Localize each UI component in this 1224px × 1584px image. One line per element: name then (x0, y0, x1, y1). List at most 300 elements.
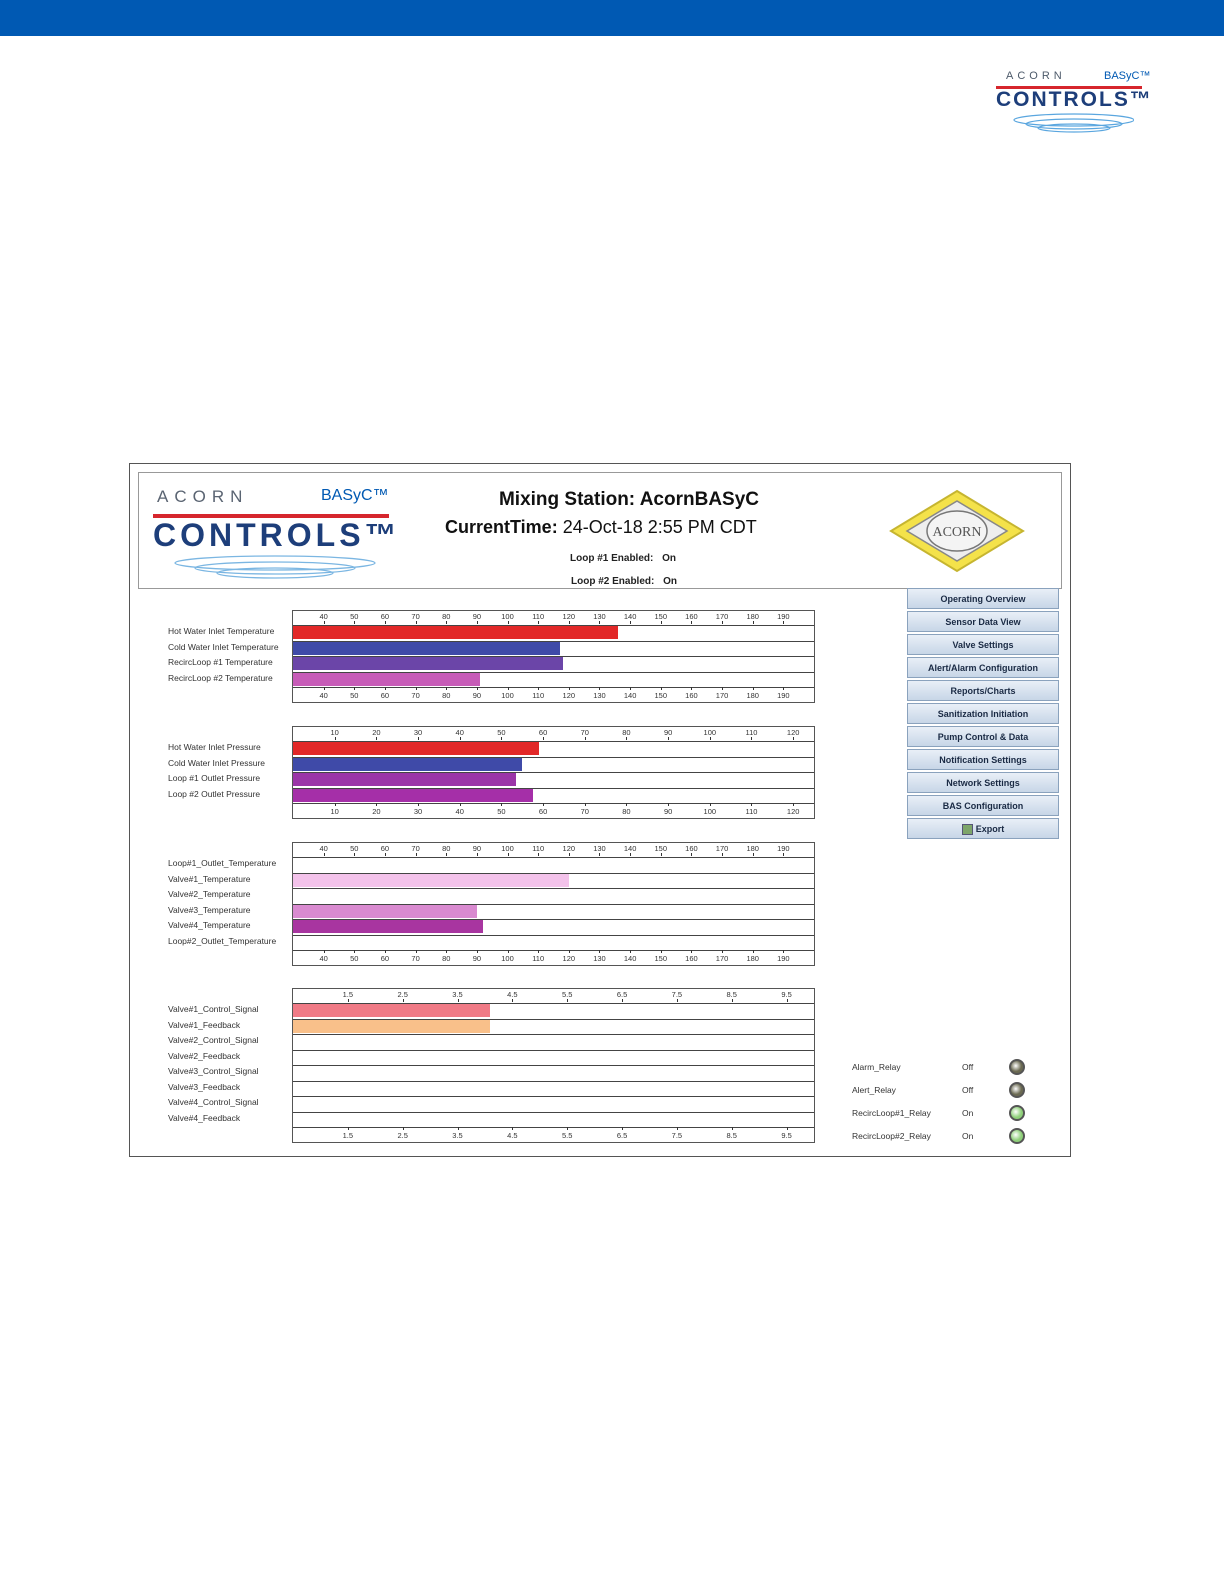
tick-mark (512, 1127, 513, 1130)
bar-label: Valve#3_Control_Signal (168, 1066, 259, 1076)
tick-mark (416, 950, 417, 953)
tick-mark (569, 687, 570, 690)
tick-mark (354, 621, 355, 624)
tick-label: 70 (580, 807, 589, 816)
tick-label: 60 (380, 954, 390, 963)
chart-scale-top (293, 611, 814, 625)
bar-fill (293, 905, 477, 918)
tick-label: 60 (538, 807, 548, 816)
tick-mark (787, 1127, 788, 1130)
export-icon (962, 824, 973, 835)
tick-mark (691, 853, 692, 856)
tick-label: 140 (623, 954, 637, 963)
tick-label: 160 (685, 612, 698, 621)
nav-button-sanitization-initiation[interactable] (907, 703, 1059, 724)
logo-ripple-icon (1004, 112, 1134, 136)
tick-label: 9.5 (781, 1131, 792, 1140)
chart-scale-top (293, 989, 814, 1003)
tick-mark (710, 803, 711, 806)
tick-label: 130 (593, 691, 606, 700)
nav-button-label: Operating Overview (940, 594, 1026, 604)
tick-mark (691, 621, 692, 624)
nav-button-label: Reports/Charts (950, 686, 1016, 696)
tick-mark (722, 950, 723, 953)
tick-mark (376, 803, 377, 806)
current-time (445, 517, 757, 538)
relay-label: Alarm_Relay (852, 1062, 901, 1072)
tick-mark (751, 803, 752, 806)
tick-label: 4.5 (507, 990, 518, 999)
tick-mark (376, 737, 377, 740)
tick-label: 2.5 (397, 990, 408, 999)
logo-basyc-text: BASyC™ (1104, 70, 1151, 82)
tick-mark (722, 621, 723, 624)
tick-mark (508, 853, 509, 856)
bar-label: Cold Water Inlet Pressure (168, 757, 265, 768)
tick-label: 190 (777, 691, 790, 700)
tick-mark (543, 803, 544, 806)
nav-button-notification-settings[interactable] (907, 749, 1059, 770)
bar-row (293, 1050, 814, 1064)
nav-button-export[interactable] (907, 818, 1059, 839)
tick-label: 7.5 (671, 1131, 683, 1140)
tick-mark (787, 999, 788, 1002)
tick-mark (567, 999, 568, 1002)
bar-fill (293, 920, 483, 933)
tick-label: 100 (501, 844, 514, 853)
relay-state: On (962, 1108, 974, 1118)
tick-mark (626, 737, 627, 740)
tick-mark (753, 621, 754, 624)
tick-mark (477, 621, 478, 624)
chart-scale-bottom (293, 687, 814, 701)
tick-label: 10 (330, 728, 339, 737)
nav-button-label: Pump Control & Data (937, 732, 1029, 742)
bar-label: Cold Water Inlet Temperature (168, 641, 279, 652)
relay-indicator-icon (1009, 1082, 1025, 1098)
bar-row (293, 641, 814, 655)
tick-label: 90 (472, 691, 482, 700)
tick-mark (354, 950, 355, 953)
tick-label: 130 (593, 954, 606, 963)
tick-mark (599, 950, 600, 953)
bar-chart-2 (292, 726, 815, 819)
tick-mark (446, 621, 447, 624)
tick-mark (403, 1127, 404, 1130)
tick-label: 150 (654, 612, 668, 621)
tick-label: 80 (442, 691, 451, 700)
bar-label: Valve#4_Control_Signal (168, 1097, 259, 1107)
tick-label: 110 (532, 612, 545, 621)
tick-mark (543, 737, 544, 740)
tick-mark (508, 950, 509, 953)
tick-mark (324, 853, 325, 856)
tick-mark (403, 999, 404, 1002)
nav-button-label: Export (975, 824, 1005, 834)
logo-acorn-text: ACORN (1006, 70, 1066, 82)
tick-mark (538, 687, 539, 690)
tick-label: 50 (497, 728, 506, 737)
tick-mark (630, 853, 631, 856)
bar-label: Valve#4_Feedback (168, 1112, 241, 1123)
nav-button-valve-settings[interactable] (907, 634, 1059, 655)
tick-label: 40 (455, 728, 464, 737)
tick-mark (335, 737, 336, 740)
tick-mark (783, 687, 784, 690)
relay-indicator-icon (1009, 1105, 1025, 1121)
tick-mark (477, 853, 478, 856)
tick-mark (324, 687, 325, 690)
tick-mark (783, 621, 784, 624)
tick-label: 20 (372, 807, 381, 816)
tick-mark (460, 737, 461, 740)
tick-label: 110 (532, 844, 545, 853)
tick-label: 50 (350, 691, 359, 700)
acorn-emblem-icon (889, 489, 1025, 573)
bar-row (293, 1034, 814, 1048)
tick-mark (385, 687, 386, 690)
tick-label: 180 (746, 844, 759, 853)
tick-label: 80 (622, 807, 631, 816)
header-ripple-icon (165, 555, 385, 581)
tick-label: 50 (497, 807, 506, 816)
tick-label: 140 (623, 612, 637, 621)
tick-label: 10 (330, 807, 339, 816)
bar-fill (293, 673, 480, 686)
tick-label: 40 (319, 954, 328, 963)
tick-mark (354, 853, 355, 856)
tick-label: 140 (623, 844, 637, 853)
tick-label: 90 (663, 728, 673, 737)
nav-button-network-settings[interactable] (907, 772, 1059, 793)
station-title: Mixing Station: AcornBASyC (498, 489, 760, 510)
chart-scale-bottom (293, 1127, 814, 1141)
tick-mark (677, 999, 678, 1002)
bar-label: Loop#2_Outlet_Temperature (168, 935, 277, 946)
tick-mark (630, 621, 631, 624)
bar-row (293, 656, 814, 670)
tick-mark (446, 950, 447, 953)
tick-label: 1.5 (342, 990, 354, 999)
loop1-status (570, 553, 676, 564)
bar-row (293, 873, 814, 887)
relay-indicator-icon (1009, 1128, 1025, 1144)
hmi-screenshot (129, 463, 1071, 1157)
nav-button-sensor-data-view[interactable] (907, 611, 1059, 632)
relay-state: On (962, 1131, 974, 1141)
tick-label: 160 (685, 954, 698, 963)
tick-mark (324, 621, 325, 624)
bar-chart-1 (292, 610, 815, 703)
bar-label: RecircLoop #2 Temperature (168, 672, 273, 683)
loop2-value: On (663, 576, 678, 587)
tick-mark (446, 853, 447, 856)
emblem-text: ACORN (932, 525, 982, 540)
current-time-label: CurrentTime: (445, 517, 558, 537)
tick-label: 40 (319, 691, 328, 700)
tick-mark (668, 803, 669, 806)
header-logo (153, 481, 401, 581)
tick-mark (385, 950, 386, 953)
tick-mark (348, 999, 349, 1002)
tick-label: 40 (319, 844, 328, 853)
bar-row (293, 888, 814, 902)
tick-label: 8.5 (726, 1131, 737, 1140)
nav-button-bas-configuration[interactable] (907, 795, 1059, 816)
chart-scale-bottom (293, 950, 814, 964)
hmi-header (138, 472, 1062, 589)
tick-mark (385, 853, 386, 856)
tick-mark (793, 803, 794, 806)
bar-row (293, 1112, 814, 1126)
tick-label: 70 (580, 728, 589, 737)
tick-mark (599, 621, 600, 624)
tick-mark (630, 950, 631, 953)
bar-label: Valve#3_Feedback (168, 1081, 241, 1092)
tick-label: 9.5 (781, 990, 792, 999)
tick-label: 80 (442, 612, 451, 621)
bar-label: Valve#2_Feedback (168, 1050, 241, 1061)
tick-label: 190 (777, 612, 790, 621)
tick-label: 120 (786, 807, 800, 816)
loop1-label: Loop #1 Enabled: (570, 553, 654, 564)
tick-label: 170 (715, 954, 729, 963)
tick-label: 120 (786, 728, 800, 737)
bar-fill (293, 1004, 490, 1017)
tick-mark (691, 687, 692, 690)
tick-label: 80 (442, 954, 451, 963)
tick-label: 30 (413, 807, 423, 816)
current-time-value: 24-Oct-18 2:55 PM CDT (562, 517, 757, 537)
bar-fill (293, 657, 563, 670)
chart-scale-bottom (293, 803, 814, 817)
tick-label: 50 (350, 844, 359, 853)
tick-mark (722, 853, 723, 856)
nav-button-pump-control-data[interactable] (907, 726, 1059, 747)
tick-label: 150 (654, 691, 668, 700)
header-logo-controls: CONTROLS™ (153, 517, 401, 553)
tick-label: 5.5 (561, 1131, 573, 1140)
relay-indicator-icon (1009, 1059, 1025, 1075)
logo-controls-text: CONTROLS™ (996, 88, 1153, 111)
tick-mark (416, 687, 417, 690)
bar-row (293, 1019, 814, 1033)
tick-mark (458, 999, 459, 1002)
tick-label: 170 (715, 844, 729, 853)
bar-label: Valve#1_Feedback (168, 1019, 241, 1030)
tick-mark (508, 687, 509, 690)
tick-label: 50 (350, 612, 359, 621)
nav-button-alert-alarm-configuration[interactable] (907, 657, 1059, 678)
bar-label: Valve#4_Temperature (168, 920, 251, 930)
tick-label: 50 (350, 954, 359, 963)
tick-label: 100 (501, 691, 514, 700)
tick-mark (732, 1127, 733, 1130)
tick-label: 160 (685, 691, 698, 700)
tick-mark (569, 621, 570, 624)
tick-label: 110 (532, 954, 545, 963)
tick-label: 90 (663, 807, 673, 816)
tick-label: 3.5 (452, 1131, 463, 1140)
bar-fill (293, 742, 539, 755)
bar-row (293, 1096, 814, 1110)
tick-mark (335, 803, 336, 806)
tick-label: 7.5 (671, 990, 683, 999)
bar-chart-4 (292, 988, 815, 1143)
relay-label: RecircLoop#2_Relay (852, 1131, 931, 1141)
bar-row (293, 1065, 814, 1079)
tick-label: 6.5 (616, 990, 628, 999)
tick-mark (538, 621, 539, 624)
tick-label: 110 (532, 691, 545, 700)
tick-mark (446, 687, 447, 690)
bar-fill (293, 1020, 490, 1033)
bar-fill (293, 758, 522, 771)
tick-label: 110 (745, 728, 758, 737)
bar-row (293, 772, 814, 786)
header-logo-acorn: ACORN (157, 487, 249, 506)
tick-label: 140 (623, 691, 637, 700)
chart-scale-top (293, 843, 814, 857)
tick-mark (512, 999, 513, 1002)
tick-label: 70 (411, 844, 420, 853)
acorn-controls-logo (996, 68, 1153, 138)
relay-state: Off (962, 1062, 974, 1072)
bar-fill (293, 874, 569, 887)
top-banner (0, 0, 1224, 36)
bar-row (293, 1081, 814, 1095)
tick-label: 70 (411, 691, 420, 700)
nav-button-label: Alert/Alarm Configuration (927, 663, 1038, 673)
bar-row (293, 904, 814, 918)
tick-mark (354, 687, 355, 690)
tick-mark (348, 1127, 349, 1130)
nav-button-operating-overview[interactable] (907, 588, 1059, 609)
tick-mark (710, 737, 711, 740)
tick-mark (783, 853, 784, 856)
tick-label: 100 (703, 807, 717, 816)
nav-button-reports-charts[interactable] (907, 680, 1059, 701)
tick-mark (569, 950, 570, 953)
tick-mark (751, 737, 752, 740)
tick-mark (722, 687, 723, 690)
tick-mark (508, 621, 509, 624)
bar-row (293, 935, 814, 949)
tick-label: 100 (501, 954, 514, 963)
bar-chart-3 (292, 842, 815, 966)
tick-label: 170 (715, 612, 729, 621)
tick-mark (599, 853, 600, 856)
bar-row (293, 625, 814, 639)
loop1-value: On (662, 553, 677, 564)
tick-mark (585, 803, 586, 806)
tick-label: 60 (538, 728, 548, 737)
nav-button-label: Sensor Data View (945, 617, 1021, 627)
bar-label: Valve#1_Temperature (168, 873, 251, 884)
tick-mark (416, 621, 417, 624)
tick-mark (753, 687, 754, 690)
bar-row (293, 1003, 814, 1017)
tick-mark (661, 621, 662, 624)
tick-mark (677, 1127, 678, 1130)
tick-mark (622, 1127, 623, 1130)
nav-button-label: Valve Settings (952, 640, 1014, 650)
tick-label: 160 (685, 844, 698, 853)
bar-fill (293, 626, 618, 639)
tick-mark (753, 950, 754, 953)
tick-mark (385, 621, 386, 624)
tick-label: 2.5 (397, 1131, 408, 1140)
relay-label: Alert_Relay (852, 1085, 896, 1095)
tick-mark (585, 737, 586, 740)
tick-mark (416, 853, 417, 856)
bar-row (293, 857, 814, 871)
tick-mark (626, 803, 627, 806)
tick-label: 30 (413, 728, 423, 737)
bar-label: Valve#3_Temperature (168, 904, 251, 915)
tick-label: 20 (372, 728, 381, 737)
tick-mark (418, 803, 419, 806)
tick-label: 80 (442, 844, 451, 853)
tick-label: 150 (654, 954, 668, 963)
tick-label: 8.5 (726, 990, 737, 999)
tick-label: 90 (472, 954, 482, 963)
tick-label: 3.5 (452, 990, 463, 999)
tick-mark (783, 950, 784, 953)
bar-row (293, 788, 814, 802)
tick-mark (538, 853, 539, 856)
tick-label: 60 (380, 844, 390, 853)
tick-label: 180 (746, 691, 759, 700)
tick-label: 100 (703, 728, 717, 737)
bar-row (293, 757, 814, 771)
tick-mark (477, 950, 478, 953)
tick-label: 170 (715, 691, 729, 700)
bar-label: Loop #2 Outlet Pressure (168, 788, 261, 799)
bar-label: Hot Water Inlet Pressure (168, 742, 261, 752)
loop2-label: Loop #2 Enabled: (571, 576, 655, 587)
header-logo-basyc: BASyC™ (321, 487, 389, 504)
tick-label: 120 (562, 691, 576, 700)
tick-label: 110 (745, 807, 758, 816)
tick-mark (501, 803, 502, 806)
tick-mark (538, 950, 539, 953)
tick-label: 90 (472, 844, 482, 853)
tick-mark (477, 687, 478, 690)
tick-label: 5.5 (561, 990, 573, 999)
tick-label: 120 (562, 844, 576, 853)
bar-label: Loop#1_Outlet_Temperature (168, 858, 277, 868)
tick-mark (661, 687, 662, 690)
tick-label: 90 (472, 612, 482, 621)
tick-mark (630, 687, 631, 690)
bar-label: Valve#2_Control_Signal (168, 1035, 259, 1045)
tick-mark (753, 853, 754, 856)
tick-mark (460, 803, 461, 806)
tick-mark (569, 853, 570, 856)
tick-mark (458, 1127, 459, 1130)
tick-mark (324, 950, 325, 953)
relay-state: Off (962, 1085, 974, 1095)
tick-label: 100 (501, 612, 514, 621)
tick-mark (732, 999, 733, 1002)
bar-fill (293, 789, 533, 802)
tick-mark (661, 853, 662, 856)
tick-label: 130 (593, 844, 606, 853)
bar-fill (293, 773, 516, 786)
tick-mark (691, 950, 692, 953)
tick-label: 60 (380, 612, 390, 621)
